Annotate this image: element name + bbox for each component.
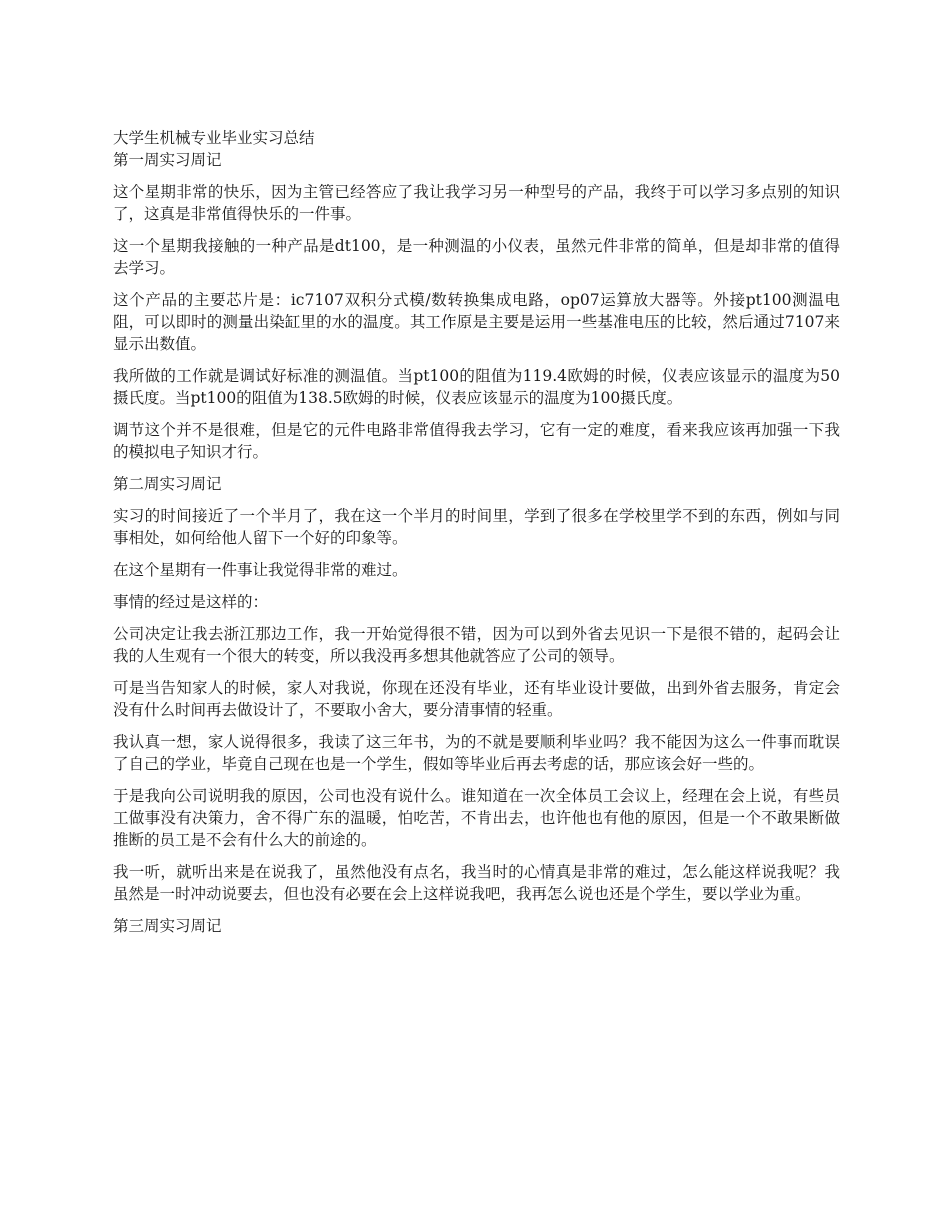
paragraph: 于是我向公司说明我的原因，公司也没有说什么。谁知道在一次全体员工会议上，经理在会上说，有些员工做事没有决策力，舍不得广东的温暖，怕吃苦，不肯出去，也许他也有他的原因，但是一个不敢果断做推断的员工是不会有什么大的前途的。 [113, 787, 840, 849]
paragraph: 我所做的工作就是调试好标准的测温值。当pt100的阻值为119.4欧姆的时候，仪表应该显示的温度为50摄氏度。当pt100的阻值为138.5欧姆的时候，仪表应该显示的温度为100摄氏度。 [113, 367, 840, 407]
paragraph: 可是当告知家人的时候，家人对我说，你现在还没有毕业，还有毕业设计要做，出到外省去服务，肯定会没有什么时间再去做设计了，不要取小舍大，要分清事情的轻重。 [113, 679, 840, 719]
paragraph: 这个产品的主要芯片是：ic7107双积分式模/数转换集成电路，op07运算放大器等。外接pt100测温电阻，可以即时的测量出染缸里的水的温度。其工作原是主要是运用一些基准电压的比较，然后通过7107来显示出数值。 [113, 291, 840, 353]
paragraph: 我认真一想，家人说得很多，我读了这三年书，为的不就是要顺利毕业吗？我不能因为这么一件事而耽误了自己的学业，毕竟自己现在也是一个学生，假如等毕业后再去考虑的话，那应该会好一些的。 [113, 733, 840, 773]
document-page [113, 127, 840, 947]
paragraph: 在这个星期有一件事让我觉得非常的难过。 [113, 561, 408, 579]
paragraph: 这一个星期我接触的一种产品是dt100，是一种测温的小仪表，虽然元件非常的简单，但是却非常的值得去学习。 [113, 237, 840, 277]
section-heading-week3: 第三周实习周记 [113, 917, 222, 935]
section-heading-week2: 第二周实习周记 [113, 475, 222, 493]
paragraph: 事情的经过是这样的： [113, 593, 269, 611]
section-heading-week1: 第一周实习周记 [113, 151, 222, 169]
document-title: 大学生机械专业毕业实习总结 [113, 129, 315, 147]
paragraph: 我一听，就听出来是在说我了，虽然他没有点名，我当时的心情真是非常的难过，怎么能这样说我呢？我虽然是一时冲动说要去，但也没有必要在会上这样说我吧，我再怎么说也还是个学生，要以学业为重。 [113, 863, 840, 903]
paragraph: 这个星期非常的快乐，因为主管已经答应了我让我学习另一种型号的产品，我终于可以学习多点别的知识了，这真是非常值得快乐的一件事。 [113, 183, 840, 223]
paragraph: 实习的时间接近了一个半月了，我在这一个半月的时间里，学到了很多在学校里学不到的东西，例如与同事相处，如何给他人留下一个好的印象等。 [113, 507, 840, 547]
paragraph: 公司决定让我去浙江那边工作，我一开始觉得很不错，因为可以到外省去见识一下是很不错的，起码会让我的人生观有一个很大的转变，所以我没再多想其他就答应了公司的领导。 [113, 625, 840, 665]
paragraph: 调节这个并不是很难，但是它的元件电路非常值得我去学习，它有一定的难度，看来我应该再加强一下我的模拟电子知识才行。 [113, 421, 840, 461]
